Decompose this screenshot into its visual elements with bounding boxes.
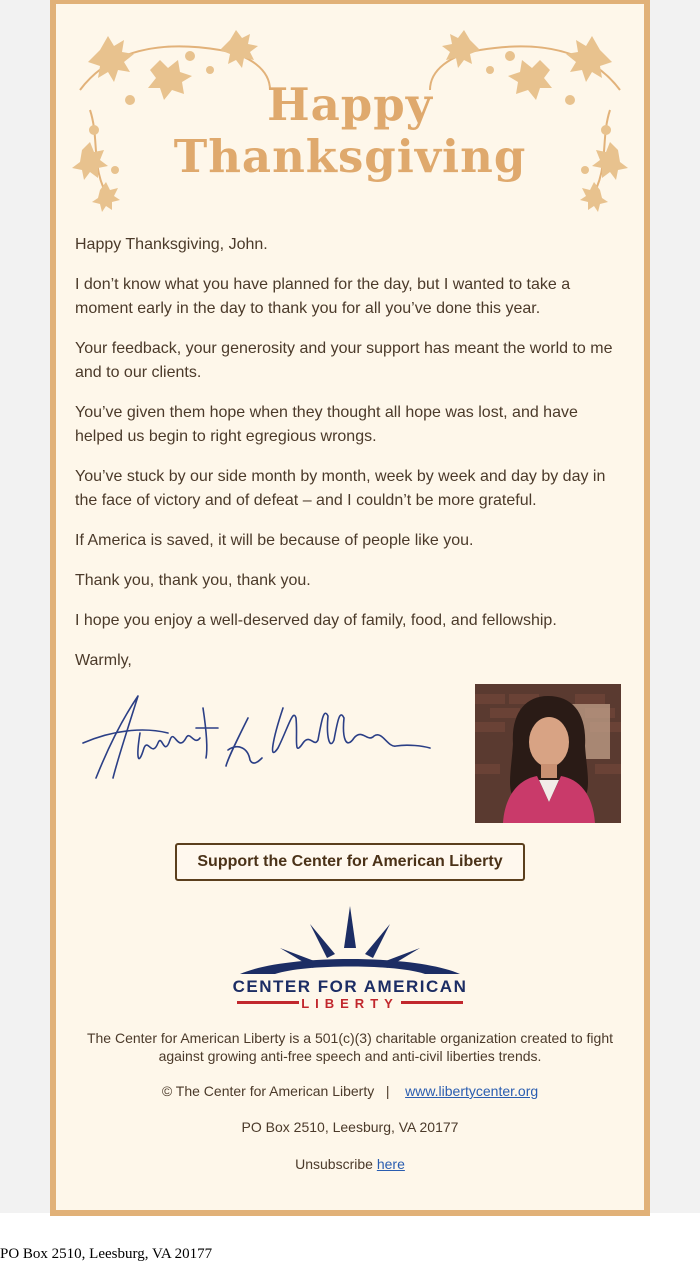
letter-greeting: Happy Thanksgiving, John.	[75, 236, 268, 253]
letter-paragraph-5: If America is saved, it will be because of people like you.	[75, 532, 474, 549]
letter-paragraph-4: You’ve stuck by our side month by month, week by week and day by day in the face of victory and of defeat – and I couldn’t be more grateful.	[75, 468, 606, 509]
footer-copyright: © The Center for American Liberty	[161, 1083, 375, 1099]
footer-unsubscribe-row	[80, 1155, 620, 1173]
header-title-line1: Happy	[267, 78, 433, 131]
logo-text-line2: LIBERTY	[301, 996, 399, 1011]
letter-paragraph-2: Your feedback, your generosity and your support has meant the world to me and to our clients.	[75, 340, 613, 381]
footer-separator: |	[385, 1083, 390, 1099]
portrait-illustration	[475, 684, 621, 823]
unsubscribe-link[interactable]: here	[376, 1156, 405, 1172]
mailing-address-plain: PO Box 2510, Leesburg, VA 20177	[0, 1246, 213, 1262]
support-center-button[interactable]: Support the Center for American Liberty	[175, 843, 525, 881]
letter-closing: Warmly,	[75, 652, 132, 669]
website-link[interactable]: www.libertycenter.org	[405, 1083, 539, 1099]
footer-description: The Center for American Liberty is a 501(c)(3) charitable organization created to fight against growing anti-free speech and anti-civil liberties trends.	[86, 1030, 614, 1064]
logo-text-line1: CENTER FOR AMERICAN	[232, 977, 468, 996]
handwritten-signature	[78, 688, 438, 788]
unsubscribe-prefix: Unsubscribe	[295, 1156, 373, 1172]
footer-copyright-row	[80, 1082, 620, 1100]
letter-paragraph-7: I hope you enjoy a well-deserved day of family, food, and fellowship.	[75, 612, 557, 629]
letter-paragraph-1: I don’t know what you have planned for the day, but I wanted to take a moment early in the day to thank you for all you’ve done this year.	[75, 276, 571, 317]
letter-paragraph-6: Thank you, thank you, thank you.	[75, 572, 311, 589]
header-title-line2: Thanksgiving	[173, 130, 527, 183]
letter-paragraph-3: You’ve given them hope when they thought all hope was lost, and have helped us begin to right egregious wrongs.	[75, 404, 578, 445]
author-portrait-photo	[475, 684, 621, 823]
footer-address: PO Box 2510, Leesburg, VA 20177	[241, 1119, 459, 1135]
